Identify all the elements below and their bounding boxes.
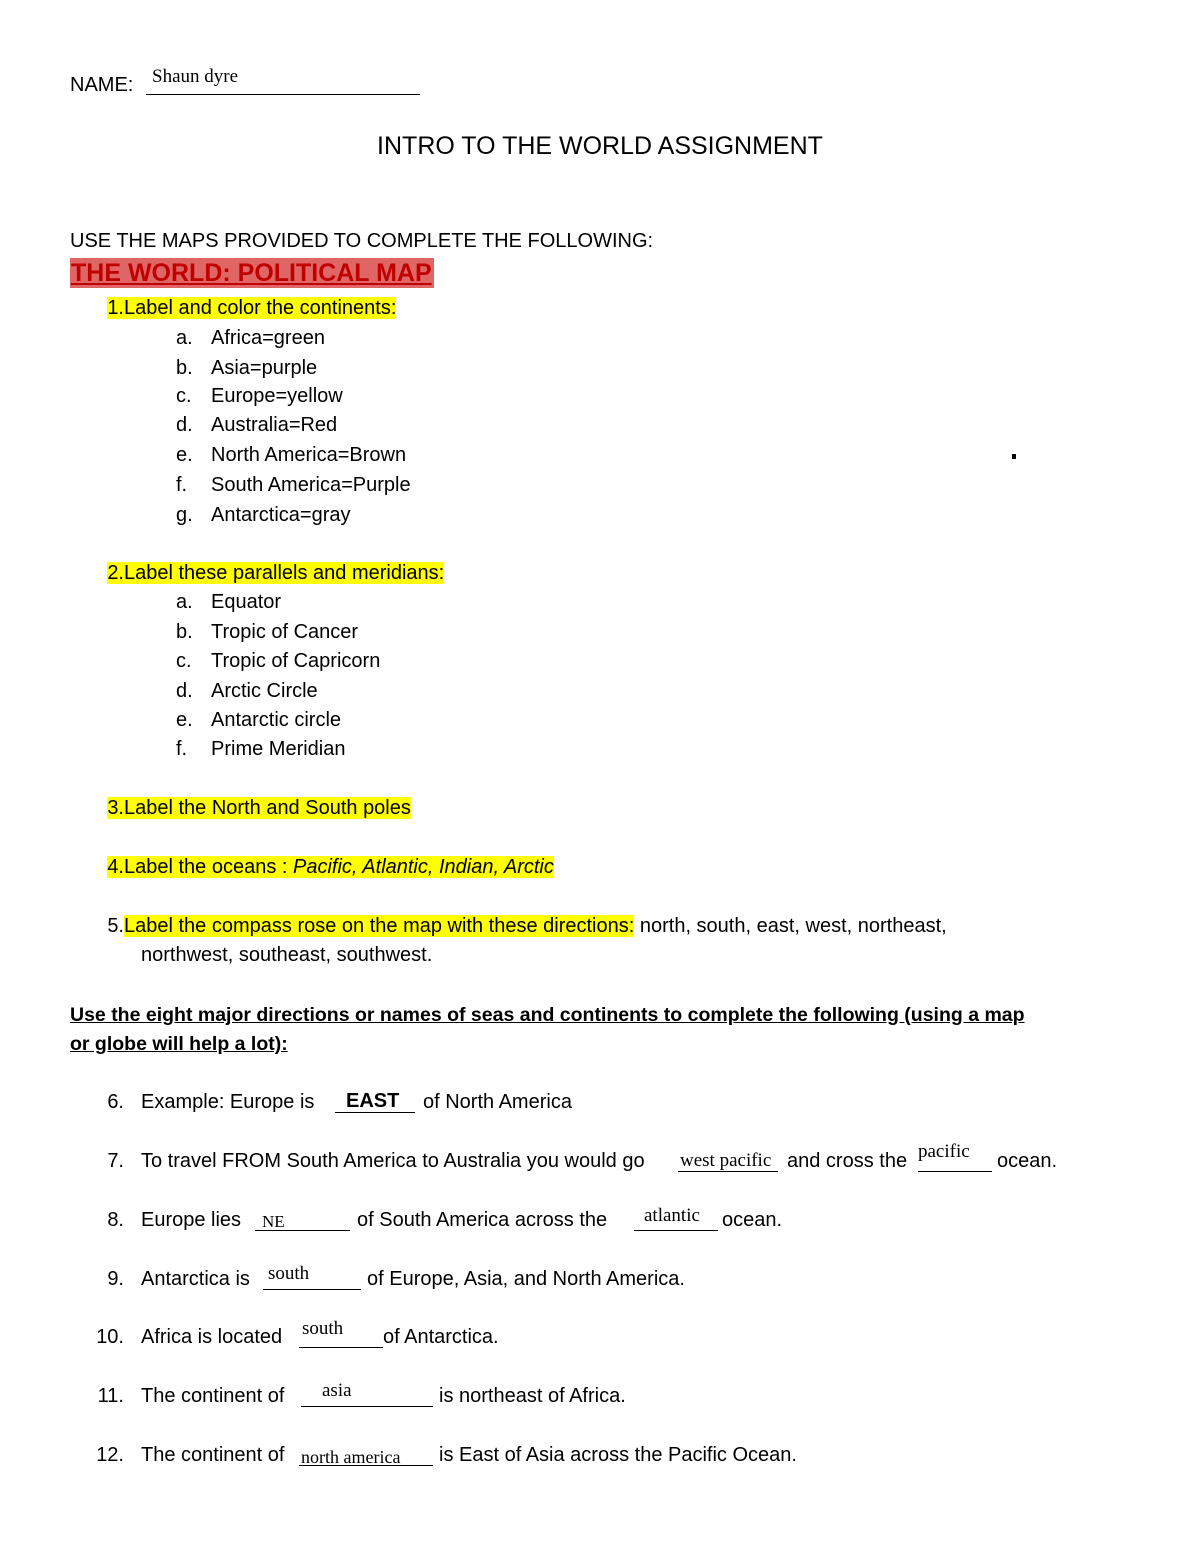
q4-oceans-italic: Pacific, Atlantic, Indian, Arctic [293,856,554,878]
q9-number: 9. [107,1268,124,1290]
q6-answer: EAST [346,1090,400,1112]
q12-answer: north america [301,1447,401,1467]
q1-item-b: Asia=purple [211,357,318,379]
q8-number: 8. [107,1209,124,1231]
q8-answer2: atlantic [644,1205,700,1226]
q2-item-f-letter: f. [176,738,188,760]
q2-item-e: Antarctic circle [211,709,342,731]
q7-number: 7. [107,1150,124,1172]
q11-answer: asia [322,1380,352,1401]
q10-blank [299,1347,383,1348]
q1-text: Label and color the continents: [124,297,397,319]
q7-pre: To travel FROM South America to Australia you would go [141,1150,645,1172]
q5-text [124,914,947,938]
q9-pre: Antarctica is [141,1268,250,1290]
q1-item-d: Australia=Red [211,414,338,436]
q1-item-f: South America=Purple [211,474,411,496]
q2-item-a: Equator [211,591,282,613]
q11-post: is northeast of Africa. [439,1385,626,1407]
q10-post: of Antarctica. [383,1326,499,1348]
q6-post: of North America [423,1091,572,1113]
q1-number: 1. [107,297,124,319]
q9-blank [263,1289,361,1290]
directions-heading-line1: Use the eight major directions or names of seas and continents to complete the following (using a map [70,1004,1025,1026]
q5-number: 5. [107,915,124,937]
name-value: Shaun dyre [152,66,239,87]
q2-item-b: Tropic of Cancer [211,621,359,643]
q12-post: is East of Asia across the Pacific Ocean. [439,1444,797,1466]
q4-text: Label the oceans : Pacific, Atlantic, Indian, Arctic [124,856,554,878]
q2-item-d-letter: d. [176,680,193,702]
q8-mid: of South America across the [357,1209,608,1231]
q2-item-f: Prime Meridian [211,738,346,760]
q1-item-c-letter: c. [176,385,192,407]
q8-pre: Europe lies [141,1209,242,1231]
q2-item-a-letter: a. [176,591,193,613]
q6-number: 6. [107,1091,124,1113]
q7-answer2: pacific [918,1141,970,1162]
q9-post: of Europe, Asia, and North America. [367,1268,685,1290]
q5-rest: north, south, east, west, northeast, [634,915,947,937]
directions-heading-line2: or globe will help a lot): [70,1033,288,1055]
q8-answer1: NE [262,1212,285,1231]
q7-answer1: west pacific [680,1150,772,1171]
q3-text: Label the North and South poles [124,797,411,819]
name-blank [146,94,420,95]
q2-item-e-letter: e. [176,709,193,731]
page-title: INTRO TO THE WORLD ASSIGNMENT [377,132,823,160]
q11-pre: The continent of [141,1385,285,1407]
q9-answer: south [268,1263,310,1284]
q10-answer: south [302,1318,344,1339]
q8-blank2 [634,1230,718,1231]
q3-number: 3. [107,797,124,819]
section-title: THE WORLD: POLITICAL MAP [71,259,432,287]
q12-number: 12. [96,1444,124,1466]
q5-highlight: Label the compass rose on the map with these directions: [124,915,635,937]
q2-item-b-letter: b. [176,621,193,643]
name-label: NAME: [70,74,134,96]
q1-item-d-letter: d. [176,414,193,436]
q2-number: 2. [107,562,124,584]
q1-item-e: North America=Brown [211,444,407,466]
q2-item-c: Tropic of Capricorn [211,650,381,672]
q12-pre: The continent of [141,1444,285,1466]
q1-item-b-letter: b. [176,357,193,379]
q7-mid: and cross the [787,1150,908,1172]
q1-item-g: Antarctica=gray [211,504,351,526]
q8-post: ocean. [722,1209,783,1231]
q7-post: ocean. [997,1150,1058,1172]
stray-dot-mark [1012,454,1016,459]
q1-item-g-letter: g. [176,504,193,526]
q1-item-e-letter: e. [176,444,193,466]
q2-item-c-letter: c. [176,650,192,672]
q11-blank [301,1406,433,1407]
instruction-text: USE THE MAPS PROVIDED TO COMPLETE THE FOLLOWING: [70,230,654,252]
q10-number: 10. [96,1326,124,1348]
q4-number: 4. [107,856,124,878]
q5-line2: northwest, southeast, southwest. [141,944,433,966]
q2-item-d: Arctic Circle [211,680,318,702]
q1-item-a-letter: a. [176,327,193,349]
q7-blank2 [918,1171,992,1172]
q6-pre: Example: Europe is [141,1091,315,1113]
q1-item-a: Africa=green [211,327,325,349]
q1-item-c: Europe=yellow [211,385,343,407]
q2-text: Label these parallels and meridians: [124,562,445,584]
q11-number: 11. [97,1385,124,1407]
q1-item-f-letter: f. [176,474,188,496]
q10-pre: Africa is located [141,1326,283,1348]
